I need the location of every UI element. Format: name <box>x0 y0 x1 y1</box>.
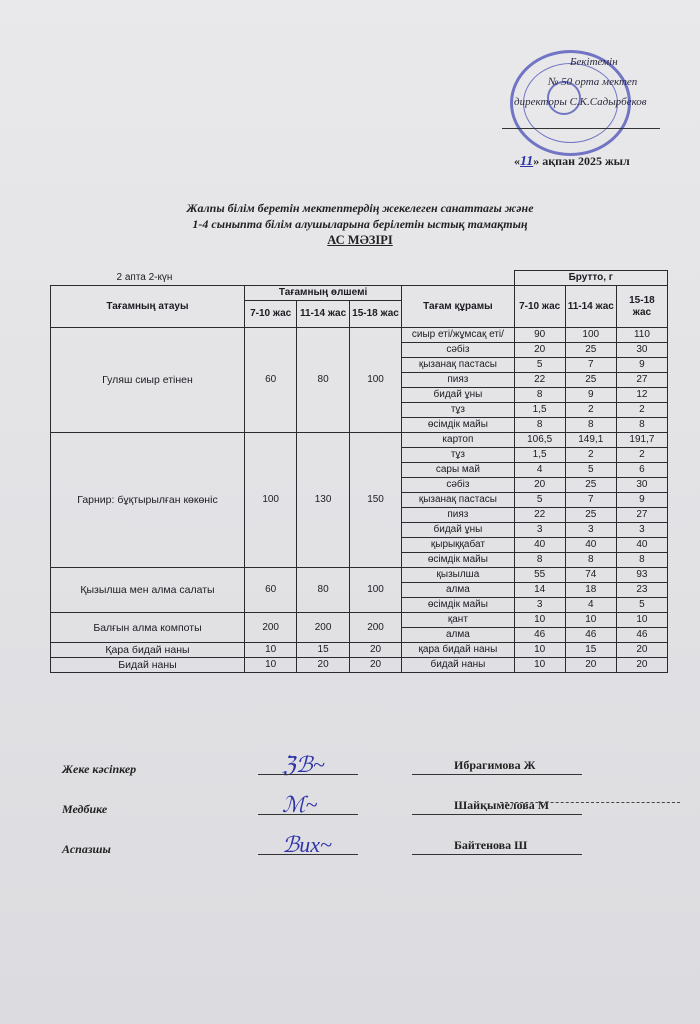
header-row-1 <box>51 286 668 301</box>
ingredient-cell: қызанақ пастасы <box>402 358 514 373</box>
gross-value-cell: 46 <box>514 628 565 643</box>
approval-signature-rule <box>502 128 660 129</box>
name-line <box>412 814 582 815</box>
gross-value-cell: 10 <box>616 613 667 628</box>
signature-role: Аспазшы <box>62 842 111 856</box>
ingredient-cell: тұз <box>402 403 514 418</box>
gross-value-cell: 3 <box>514 523 565 538</box>
title-menu: АС МӘЗІРІ <box>327 233 393 247</box>
dish-name-cell: Балғын алма компоты <box>51 613 245 643</box>
gross-value-cell: 10 <box>565 613 616 628</box>
portion-age-header-3: 15-18 жас <box>349 301 401 328</box>
dish-name-cell: Гуляш сиыр етінен <box>51 328 245 433</box>
portion-header: Тағамның өлшемі <box>244 286 401 301</box>
gross-value-cell: 22 <box>514 508 565 523</box>
gross-value-cell: 40 <box>565 538 616 553</box>
portion-cell: 60 <box>244 328 296 433</box>
gross-value-cell: 15 <box>565 643 616 658</box>
signature-row-cook <box>62 830 692 860</box>
gross-value-cell: 8 <box>565 553 616 568</box>
gross-value-cell: 106,5 <box>514 433 565 448</box>
ingredient-cell: пияз <box>402 508 514 523</box>
approval-line-1: Бекітемін <box>570 56 618 68</box>
portion-cell: 100 <box>244 433 296 568</box>
approval-line-2: № 50 орта мектеп <box>548 76 638 88</box>
approval-date: «11» ақпан 2025 жыл <box>514 154 630 169</box>
gross-header: Брутто, г <box>514 271 667 286</box>
ingredient-cell: сәбіз <box>402 343 514 358</box>
gross-value-cell: 110 <box>616 328 667 343</box>
gross-value-cell: 9 <box>616 493 667 508</box>
dashed-rule <box>500 802 680 803</box>
gross-value-cell: 30 <box>616 478 667 493</box>
menu-body <box>51 328 668 673</box>
handwritten-signature-icon: ℳ~ <box>282 792 318 817</box>
table-row <box>51 643 668 658</box>
portion-cell: 150 <box>349 433 401 568</box>
ingredient-cell: өсімдік майы <box>402 553 514 568</box>
ingredient-cell: өсімдік майы <box>402 418 514 433</box>
table-row <box>51 568 668 583</box>
name-line <box>412 774 582 775</box>
gross-value-cell: 10 <box>514 613 565 628</box>
approval-date-rest: ақпан 2025 жыл <box>542 154 630 168</box>
title-line-1: Жалпы білім беретін мектептердің жекелеген санаттағы және <box>186 201 534 215</box>
signature-line <box>258 774 358 775</box>
day-label: 2 апта 2-күн <box>51 271 515 286</box>
gross-value-cell: 149,1 <box>565 433 616 448</box>
handwritten-signature-icon: ℬих~ <box>282 832 332 857</box>
gross-value-cell: 25 <box>565 508 616 523</box>
gross-value-cell: 20 <box>565 658 616 673</box>
gross-value-cell: 5 <box>514 493 565 508</box>
approval-date-day: 11 <box>520 154 534 169</box>
gross-value-cell: 191,7 <box>616 433 667 448</box>
signature-row-nurse <box>62 790 692 820</box>
gross-value-cell: 4 <box>514 463 565 478</box>
gross-value-cell: 10 <box>514 643 565 658</box>
dish-name-cell: Қара бидай наны <box>51 643 245 658</box>
ingredient-cell: пияз <box>402 373 514 388</box>
gross-value-cell: 100 <box>565 328 616 343</box>
portion-age-header-2: 11-14 жас <box>297 301 349 328</box>
gross-value-cell: 4 <box>565 598 616 613</box>
portion-cell: 20 <box>349 643 401 658</box>
ingredient-cell: тұз <box>402 448 514 463</box>
gross-value-cell: 40 <box>514 538 565 553</box>
signature-line <box>258 814 358 815</box>
gross-value-cell: 20 <box>514 478 565 493</box>
table-row <box>51 433 668 448</box>
signature-row-entrepreneur <box>62 750 692 780</box>
gross-value-cell: 3 <box>616 523 667 538</box>
signature-role: Жеке кәсіпкер <box>62 762 137 776</box>
ingredient-cell: картоп <box>402 433 514 448</box>
portion-cell: 200 <box>244 613 296 643</box>
gross-value-cell: 25 <box>565 343 616 358</box>
gross-value-cell: 5 <box>565 463 616 478</box>
gross-value-cell: 27 <box>616 508 667 523</box>
gross-age-header-2: 11-14 жас <box>565 286 616 328</box>
gross-value-cell: 7 <box>565 493 616 508</box>
approval-line-3: директоры С.К.Садырбеков <box>514 96 647 108</box>
ingredient-cell: сәбіз <box>402 478 514 493</box>
gross-value-cell: 2 <box>616 403 667 418</box>
gross-value-cell: 8 <box>565 418 616 433</box>
portion-cell: 20 <box>297 658 349 673</box>
gross-value-cell: 46 <box>616 628 667 643</box>
gross-value-cell: 5 <box>616 598 667 613</box>
ingredient-cell: қызылша <box>402 568 514 583</box>
ingredient-cell: бидай наны <box>402 658 514 673</box>
ingredient-cell: алма <box>402 583 514 598</box>
dish-header: Тағамның атауы <box>51 286 245 328</box>
gross-value-cell: 8 <box>616 553 667 568</box>
gross-value-cell: 14 <box>514 583 565 598</box>
gross-value-cell: 27 <box>616 373 667 388</box>
table-row <box>51 613 668 628</box>
gross-value-cell: 93 <box>616 568 667 583</box>
portion-cell: 200 <box>349 613 401 643</box>
portion-cell: 80 <box>297 568 349 613</box>
signature-name: Ибрагимова Ж <box>454 758 536 772</box>
gross-value-cell: 30 <box>616 343 667 358</box>
dish-name-cell: Бидай наны <box>51 658 245 673</box>
table-row <box>51 328 668 343</box>
ingredient-cell: өсімдік майы <box>402 598 514 613</box>
document-title <box>140 200 580 248</box>
signature-role: Медбике <box>62 802 108 816</box>
portion-cell: 200 <box>297 613 349 643</box>
title-line-2: 1-4 сыныпта білім алушыларына берілетін ыстық тамақтың <box>192 217 528 231</box>
gross-value-cell: 2 <box>565 448 616 463</box>
gross-value-cell: 20 <box>514 343 565 358</box>
gross-value-cell: 25 <box>565 373 616 388</box>
ingredient-cell: қызанақ пастасы <box>402 493 514 508</box>
ingredient-cell: алма <box>402 628 514 643</box>
gross-value-cell: 6 <box>616 463 667 478</box>
ingredient-cell: сиыр еті/жұмсақ еті/ <box>402 328 514 343</box>
table-row <box>51 658 668 673</box>
gross-value-cell: 20 <box>616 658 667 673</box>
portion-cell: 80 <box>297 328 349 433</box>
gross-value-cell: 1,5 <box>514 403 565 418</box>
gross-value-cell: 9 <box>565 388 616 403</box>
gross-value-cell: 8 <box>514 553 565 568</box>
portion-cell: 15 <box>297 643 349 658</box>
portion-cell: 100 <box>349 568 401 613</box>
gross-value-cell: 8 <box>616 418 667 433</box>
gross-value-cell: 40 <box>616 538 667 553</box>
gross-value-cell: 2 <box>616 448 667 463</box>
signatures-block <box>62 750 692 860</box>
menu-table <box>50 270 668 673</box>
composition-header: Тағам құрамы <box>402 286 514 328</box>
gross-value-cell: 3 <box>565 523 616 538</box>
portion-age-header-1: 7-10 жас <box>244 301 296 328</box>
dish-name-cell: Гарнир: бұқтырылған көкөніс <box>51 433 245 568</box>
gross-value-cell: 9 <box>616 358 667 373</box>
gross-value-cell: 23 <box>616 583 667 598</box>
approval-block <box>470 50 690 180</box>
gross-value-cell: 90 <box>514 328 565 343</box>
portion-cell: 10 <box>244 643 296 658</box>
ingredient-cell: бидай ұны <box>402 388 514 403</box>
name-line <box>412 854 582 855</box>
gross-value-cell: 1,5 <box>514 448 565 463</box>
ingredient-cell: қара бидай наны <box>402 643 514 658</box>
gross-value-cell: 5 <box>514 358 565 373</box>
portion-cell: 60 <box>244 568 296 613</box>
gross-value-cell: 20 <box>616 643 667 658</box>
dish-name-cell: Қызылша мен алма салаты <box>51 568 245 613</box>
ingredient-cell: қырыққабат <box>402 538 514 553</box>
portion-cell: 20 <box>349 658 401 673</box>
signature-name: Шайқымелова М <box>454 798 550 812</box>
gross-value-cell: 25 <box>565 478 616 493</box>
gross-age-header-1: 7-10 жас <box>514 286 565 328</box>
signature-line <box>258 854 358 855</box>
portion-cell: 130 <box>297 433 349 568</box>
gross-value-cell: 46 <box>565 628 616 643</box>
ingredient-cell: сары май <box>402 463 514 478</box>
portion-cell: 10 <box>244 658 296 673</box>
gross-value-cell: 8 <box>514 388 565 403</box>
gross-value-cell: 2 <box>565 403 616 418</box>
gross-value-cell: 55 <box>514 568 565 583</box>
portion-cell: 100 <box>349 328 401 433</box>
gross-age-header-3: 15-18 жас <box>616 286 667 328</box>
day-row <box>51 271 668 286</box>
gross-value-cell: 7 <box>565 358 616 373</box>
gross-value-cell: 74 <box>565 568 616 583</box>
gross-value-cell: 8 <box>514 418 565 433</box>
gross-value-cell: 22 <box>514 373 565 388</box>
gross-value-cell: 10 <box>514 658 565 673</box>
handwritten-signature-icon: ℨℬ~ <box>282 752 325 777</box>
ingredient-cell: қант <box>402 613 514 628</box>
signature-name: Байтенова Ш <box>454 838 528 852</box>
gross-value-cell: 3 <box>514 598 565 613</box>
gross-value-cell: 12 <box>616 388 667 403</box>
ingredient-cell: бидай ұны <box>402 523 514 538</box>
gross-value-cell: 18 <box>565 583 616 598</box>
